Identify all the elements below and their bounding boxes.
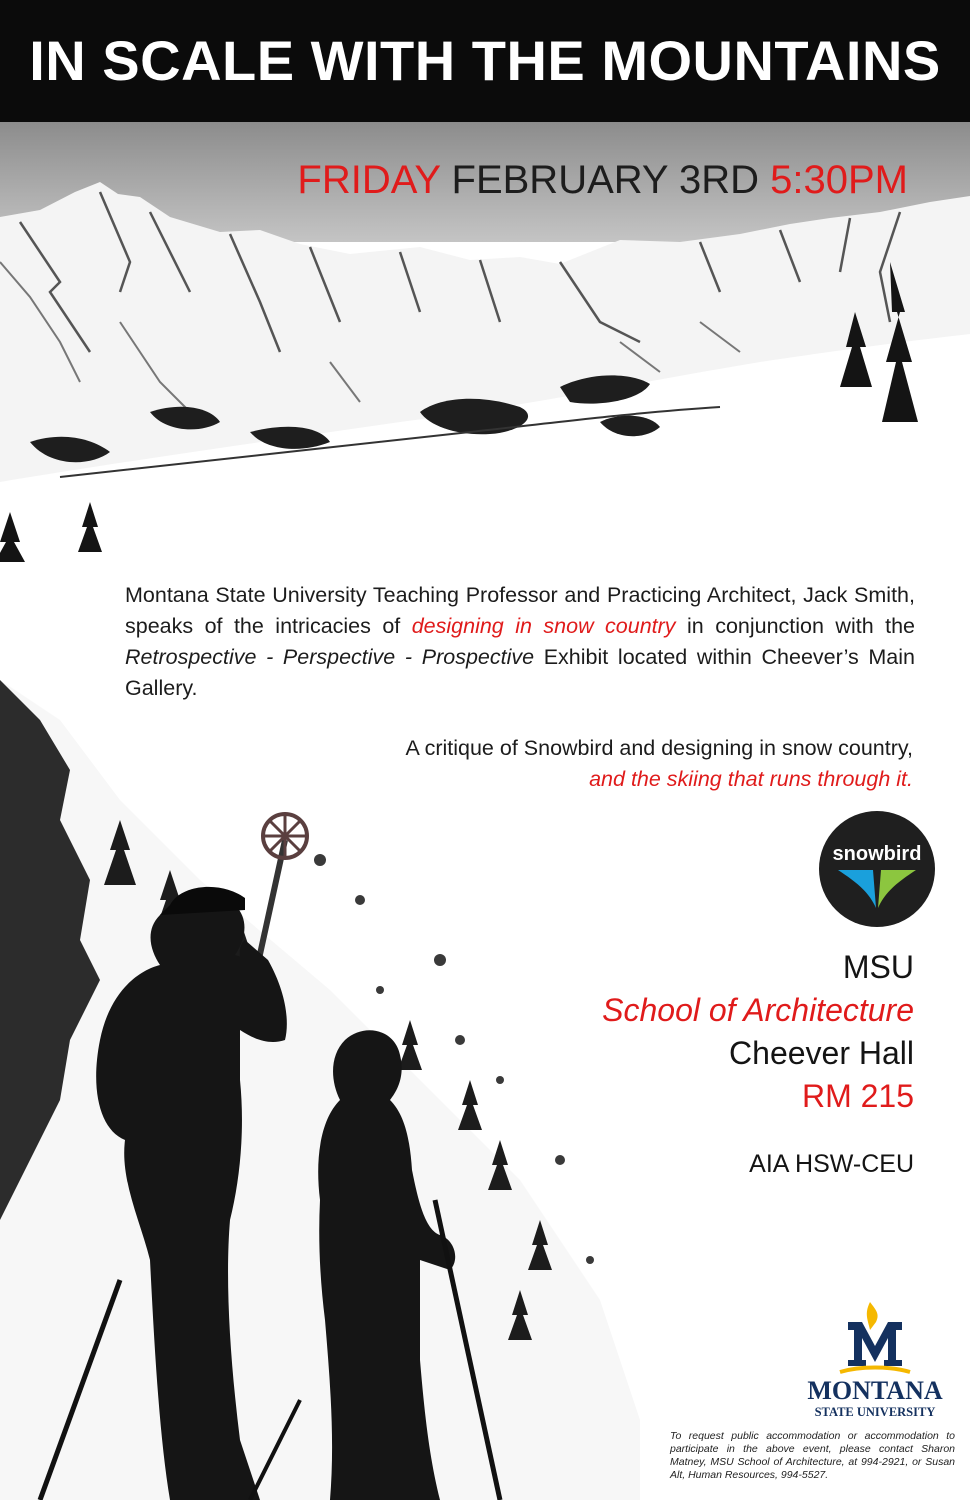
event-datetime <box>297 158 908 203</box>
desc-part2: in conjunction with the <box>675 614 915 638</box>
msu-logo-line2: STATE UNIVERSITY <box>814 1405 936 1419</box>
msu-m-logo-icon <box>790 1300 960 1430</box>
desc-highlight: designing in snow country <box>411 614 676 638</box>
venue-building: Cheever Hall <box>729 1035 914 1071</box>
snowbird-logo-text: snowbird <box>832 843 922 865</box>
desc-exhibit: Retrospective - Perspective - Prospective <box>125 645 535 669</box>
snowbird-logo-icon <box>818 810 936 928</box>
critique-line1: A critique of Snowbird and designing in snow country, <box>405 736 913 760</box>
credit-label: AIA HSW-CEU <box>749 1150 914 1178</box>
poster-title: IN SCALE WITH THE MOUNTAINS <box>29 29 941 92</box>
critique-line2: and the skiing that runs through it. <box>589 767 913 791</box>
desc-part3: Exhibit located within Cheever’s Main Gallery. <box>125 645 915 700</box>
critique-text <box>405 733 913 795</box>
desc-part1: Montana State University Teaching Professor and Practicing Architect, Jack Smith, speaks of the intricacies of <box>125 583 915 638</box>
venue-info <box>602 946 914 1118</box>
venue-org: MSU <box>842 949 914 985</box>
event-time: 5:30PM <box>770 158 908 202</box>
msu-logo-line1: MONTANA <box>807 1376 943 1405</box>
venue-school: School of Architecture <box>602 992 914 1028</box>
event-day: FRIDAY <box>297 158 441 202</box>
event-date: FEBRUARY 3RD <box>451 158 760 202</box>
accessibility-note: To request public accommodation or accommodation to participate in the above event, please contact Sharon Matney, MSU School of Architecture, at 994-2921, or Susan Alt, Human Resources, 994-5527. <box>670 1430 955 1481</box>
venue-room: RM 215 <box>801 1078 914 1114</box>
